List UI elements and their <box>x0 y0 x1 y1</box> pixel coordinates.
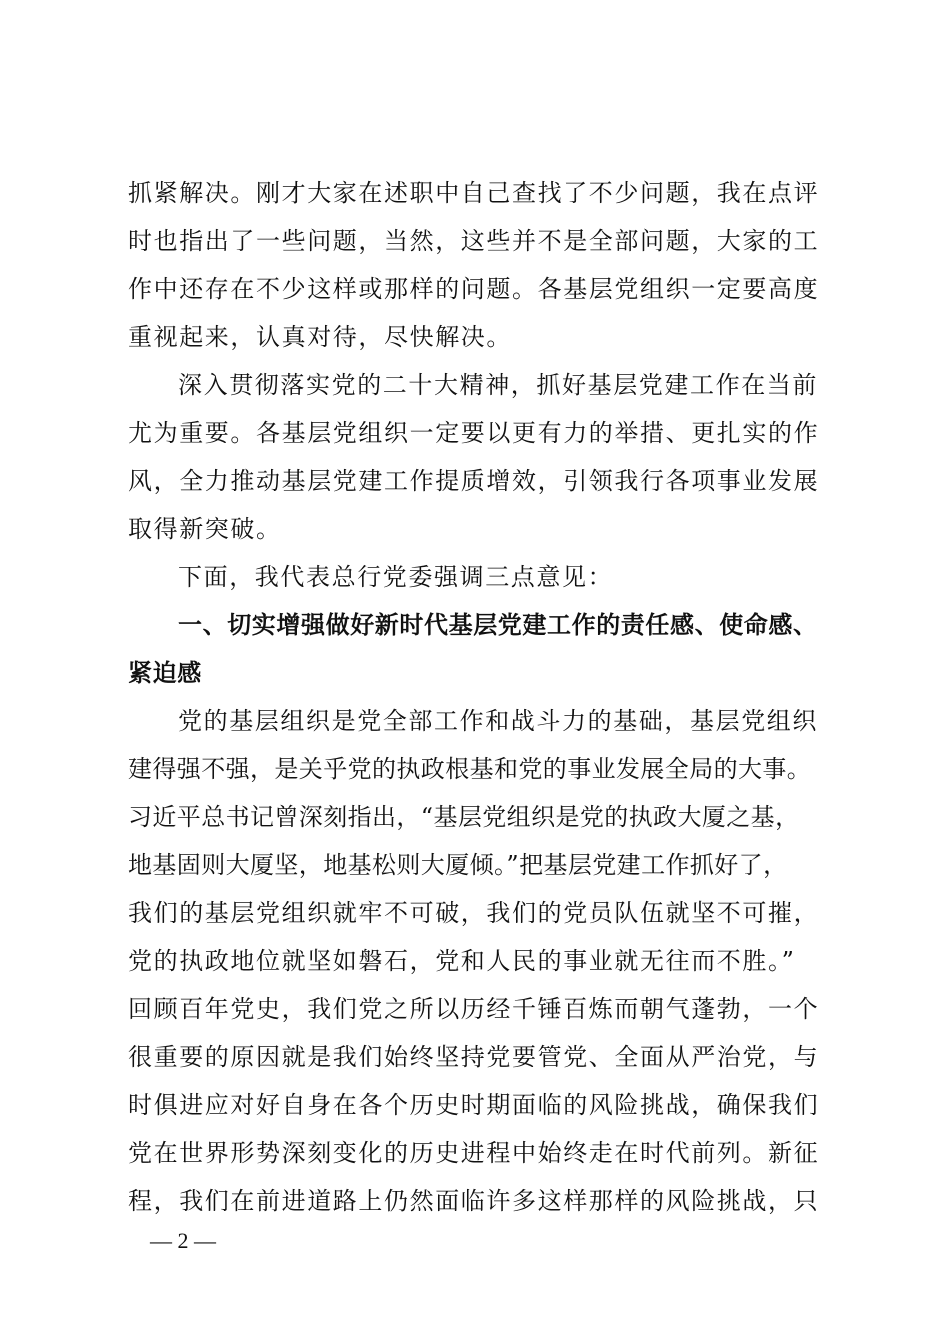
paragraph-first-line: 深入贯彻落实党的二十大精神，抓好基层党建工作在当前 <box>178 371 818 399</box>
text-line: 地基固则大厦坚，地基松则大厦倾。”把基层党建工作抓好了， <box>128 851 788 879</box>
text-line: 习近平总书记曾深刻指出，“基层党组织是党的执政大厦之基， <box>128 803 800 831</box>
text-line: 程，我们在前进道路上仍然面临许多这样那样的风险挑战，只 <box>128 1187 820 1215</box>
text-line: 党的执政地位就坚如磐石，党和人民的事业就无往而不胜。” <box>128 947 796 975</box>
text-line: 回顾百年党史，我们党之所以历经千锤百炼而朝气蓬勃，一个 <box>128 995 820 1023</box>
paragraph-first-line: 下面，我代表总行党委强调三点意见： <box>178 563 614 591</box>
paragraph-first-line: 党的基层组织是党全部工作和战斗力的基础，基层党组织 <box>178 707 818 735</box>
text-line: 抓紧解决。刚才大家在述职中自己查找了不少问题，我在点评 <box>128 179 820 207</box>
text-line: 我们的基层党组织就牢不可破，我们的党员队伍就坚不可摧， <box>128 899 820 927</box>
text-line: 风，全力推动基层党建工作提质增效，引领我行各项事业发展 <box>128 467 820 495</box>
text-line: 作中还存在不少这样或那样的问题。各基层党组织一定要高度 <box>128 275 820 303</box>
text-line: 尤为重要。各基层党组织一定要以更有力的举措、更扎实的作 <box>128 419 820 447</box>
text-line: 很重要的原因就是我们始终坚持党要管党、全面从严治党，与 <box>128 1043 820 1071</box>
text-line: 重视起来，认真对待，尽快解决。 <box>128 323 512 351</box>
text-line: 取得新突破。 <box>128 515 282 543</box>
page-number: — 2 — <box>150 1228 216 1253</box>
text-line: 建得强不强，是关乎党的执政根基和党的事业发展全局的大事。 <box>128 755 812 783</box>
section-heading: 一、切实增强做好新时代基层党建工作的责任感、使命感、 <box>178 611 818 639</box>
section-heading-continued: 紧迫感 <box>128 659 202 687</box>
text-line: 党在世界形势深刻变化的历史进程中始终走在时代前列。新征 <box>128 1139 820 1167</box>
text-line: 时也指出了一些问题，当然，这些并不是全部问题，大家的工 <box>128 227 820 255</box>
text-line: 时俱进应对好自身在各个历史时期面临的风险挑战，确保我们 <box>128 1091 820 1119</box>
